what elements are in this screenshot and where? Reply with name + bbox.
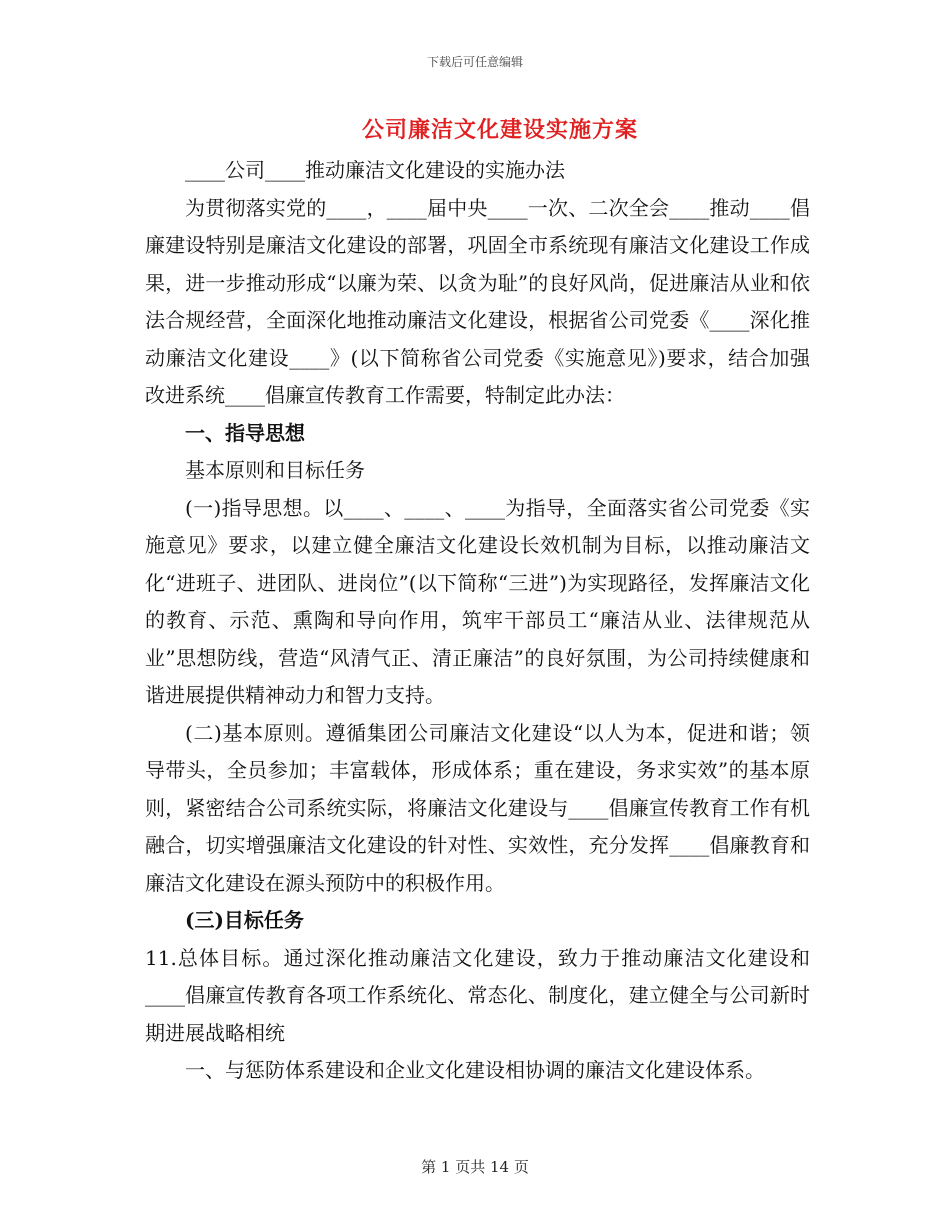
document-body (145, 152, 810, 1090)
section-heading-guiding-thought: 一、指导思想 (185, 420, 305, 445)
header-note: 下载后可任意编辑 (426, 55, 523, 69)
basic-principles-paragraph: (二)基本原则。遵循集团公司廉洁文化建设“以人为本，促进和谐；领导带头，全员参加；丰富载体，形成体系；重在建设，务求实效”的基本原则，紧密结合公司系统实际，将廉洁文化建设与____倡廉宣传教育工作有机融合，切实增强廉洁文化建设的针对性、实效性，充分发挥____倡廉教育和廉洁文化建设在源头预防中的积极作用。 (145, 720, 810, 895)
intro-paragraph: 为贯彻落实党的____，____届中央____一次、二次全会____推动____倡廉建设特别是廉洁文化建设的部署，巩固全市系统现有廉洁文化建设工作成果，进一步推动形成“以廉为荣、以贪为耻”的良好风尚，促进廉洁从业和依法合规经营，全面深化地推动廉洁文化建设，根据省公司党委《____深化推动廉洁文化建设____》(以下简称省公司党委《实施意见》)要求，结合加强改进系统____倡廉宣传教育工作需要，特制定此办法： (145, 195, 810, 407)
system-paragraph: 一、与惩防体系建设和企业文化建设相协调的廉洁文化建设体系。 (185, 1058, 765, 1082)
overall-goal-paragraph: 11.总体目标。通过深化推动廉洁文化建设，致力于推动廉洁文化建设和____倡廉宣传教育各项工作系统化、常态化、制度化，建立健全与公司新时期进展战略相统 (145, 945, 810, 1045)
section-subheading: 基本原则和目标任务 (185, 458, 365, 482)
guiding-thought-paragraph: (一)指导思想。以____、____、____为指导，全面落实省公司党委《实施意见》要求，以建立健全廉洁文化建设长效机制为目标，以推动廉洁文化“进班子、进团队、进岗位”(以下简称“三进”)为实现路径，发挥廉洁文化的教育、示范、熏陶和导向作用，筑牢干部员工“廉洁从业、法律规范从业”思想防线，营造“风清气正、清正廉洁”的良好氛围，为公司持续健康和谐进展提供精神动力和智力支持。 (145, 495, 810, 707)
page-footer: 第 1 页共 14 页 (421, 1158, 529, 1176)
subtitle-paragraph: ____公司____推动廉洁文化建设的实施办法 (185, 158, 565, 182)
document-title: 公司廉洁文化建设实施方案 (361, 117, 638, 143)
section-heading-goals: (三)目标任务 (185, 908, 304, 932)
